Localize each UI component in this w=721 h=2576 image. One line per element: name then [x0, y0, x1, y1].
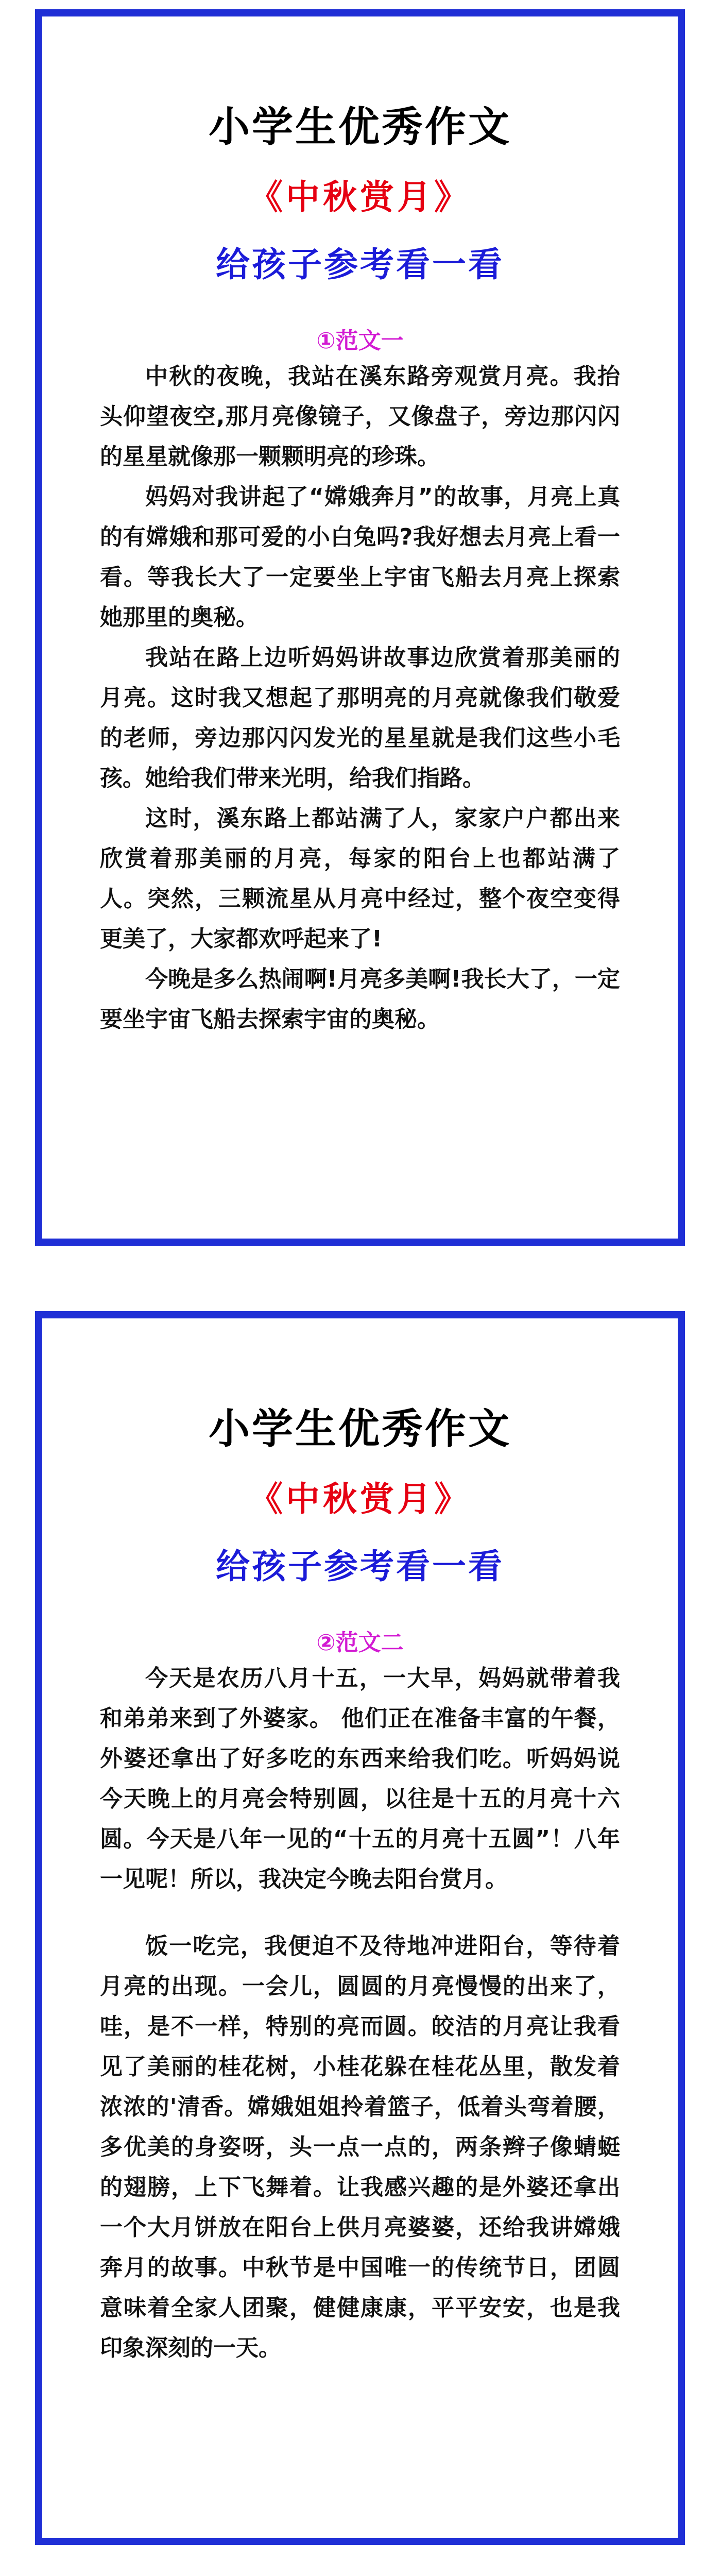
card-header [42, 16, 678, 355]
card-header [42, 1318, 678, 1657]
paragraph: 今天是农历八月十五，一大早，妈妈就带着我和弟弟来到了外婆家。 他们正在准备丰富的午餐，外婆还拿出了好多吃的东西来给我们吃。听妈妈说今天晚上的月亮会特别圆，以往是十五的月亮十六圆。今天是八年一见的“十五的月亮十五圆”！八年一见呢！所以，我决定今晚去阳台赏月。 [100, 1665, 620, 1892]
paragraph: 这时，溪东路上都站满了人，家家户户都出来欣赏着那美丽的月亮，每家的阳台上也都站满了人。突然，三颗流星从月亮中经过，整个夜空变得更美了，大家都欢呼起来了! [100, 805, 620, 952]
paragraph: 妈妈对我讲起了“嫦娥奔月”的故事，月亮上真的有嫦娥和那可爱的小白兔吗?我好想去月亮上看一看。等我长大了一定要坐上宇宙飞船去月亮上探索她那里的奥秘。 [100, 484, 620, 631]
paragraph: 今晚是多么热闹啊!月亮多美啊!我长大了，一定要坐宇宙飞船去探索宇宙的奥秘。 [100, 966, 620, 1032]
essay-body [100, 357, 620, 1040]
sample-label: ②范文二 [316, 1630, 404, 1656]
essay-subtitle: 《中秋赏月》 [249, 177, 471, 217]
essay-card-2 [35, 1311, 685, 2545]
sample-label: ①范文一 [316, 328, 404, 354]
paragraph: 中秋的夜晚，我站在溪东路旁观赏月亮。我抬头仰望夜空,那月亮像镜子，又像盘子，旁边那闪闪的星星就像那一颗颗明亮的珍珠。 [100, 363, 620, 470]
essay-body [100, 1658, 620, 2368]
card-title: 小学生优秀作文 [209, 103, 511, 151]
tagline: 给孩子参考看一看 [216, 245, 504, 284]
essay-card-1 [35, 9, 685, 1246]
card-title: 小学生优秀作文 [209, 1405, 511, 1453]
tagline: 给孩子参考看一看 [216, 1547, 504, 1586]
essay-subtitle: 《中秋赏月》 [249, 1479, 471, 1519]
paragraph: 我站在路上边听妈妈讲故事边欣赏着那美丽的月亮。这时我又想起了那明亮的月亮就像我们敬爱的老师，旁边那闪闪发光的星星就是我们这些小毛孩。她给我们带来光明，给我们指路。 [100, 645, 620, 791]
paragraph: 饭一吃完，我便迫不及待地冲进阳台，等待着月亮的出现。一会儿，圆圆的月亮慢慢的出来了，哇，是不一样，特别的亮而圆。皎洁的月亮让我看见了美丽的桂花树，小桂花躲在桂花丛里，散发着浓浓的'清香。嫦娥姐姐拎着篮子，低着头弯着腰，多优美的身姿呀，头一点一点的，两条辫子像蜻蜓的翅膀，上下飞舞着。让我感兴趣的是外婆还拿出一个大月饼放在阳台上供月亮婆婆，还给我讲嫦娥奔月的故事。中秋节是中国唯一的传统节日，团圆意味着全家人团聚，健健康康，平平安安，也是我印象深刻的一天。 [100, 1933, 620, 2361]
